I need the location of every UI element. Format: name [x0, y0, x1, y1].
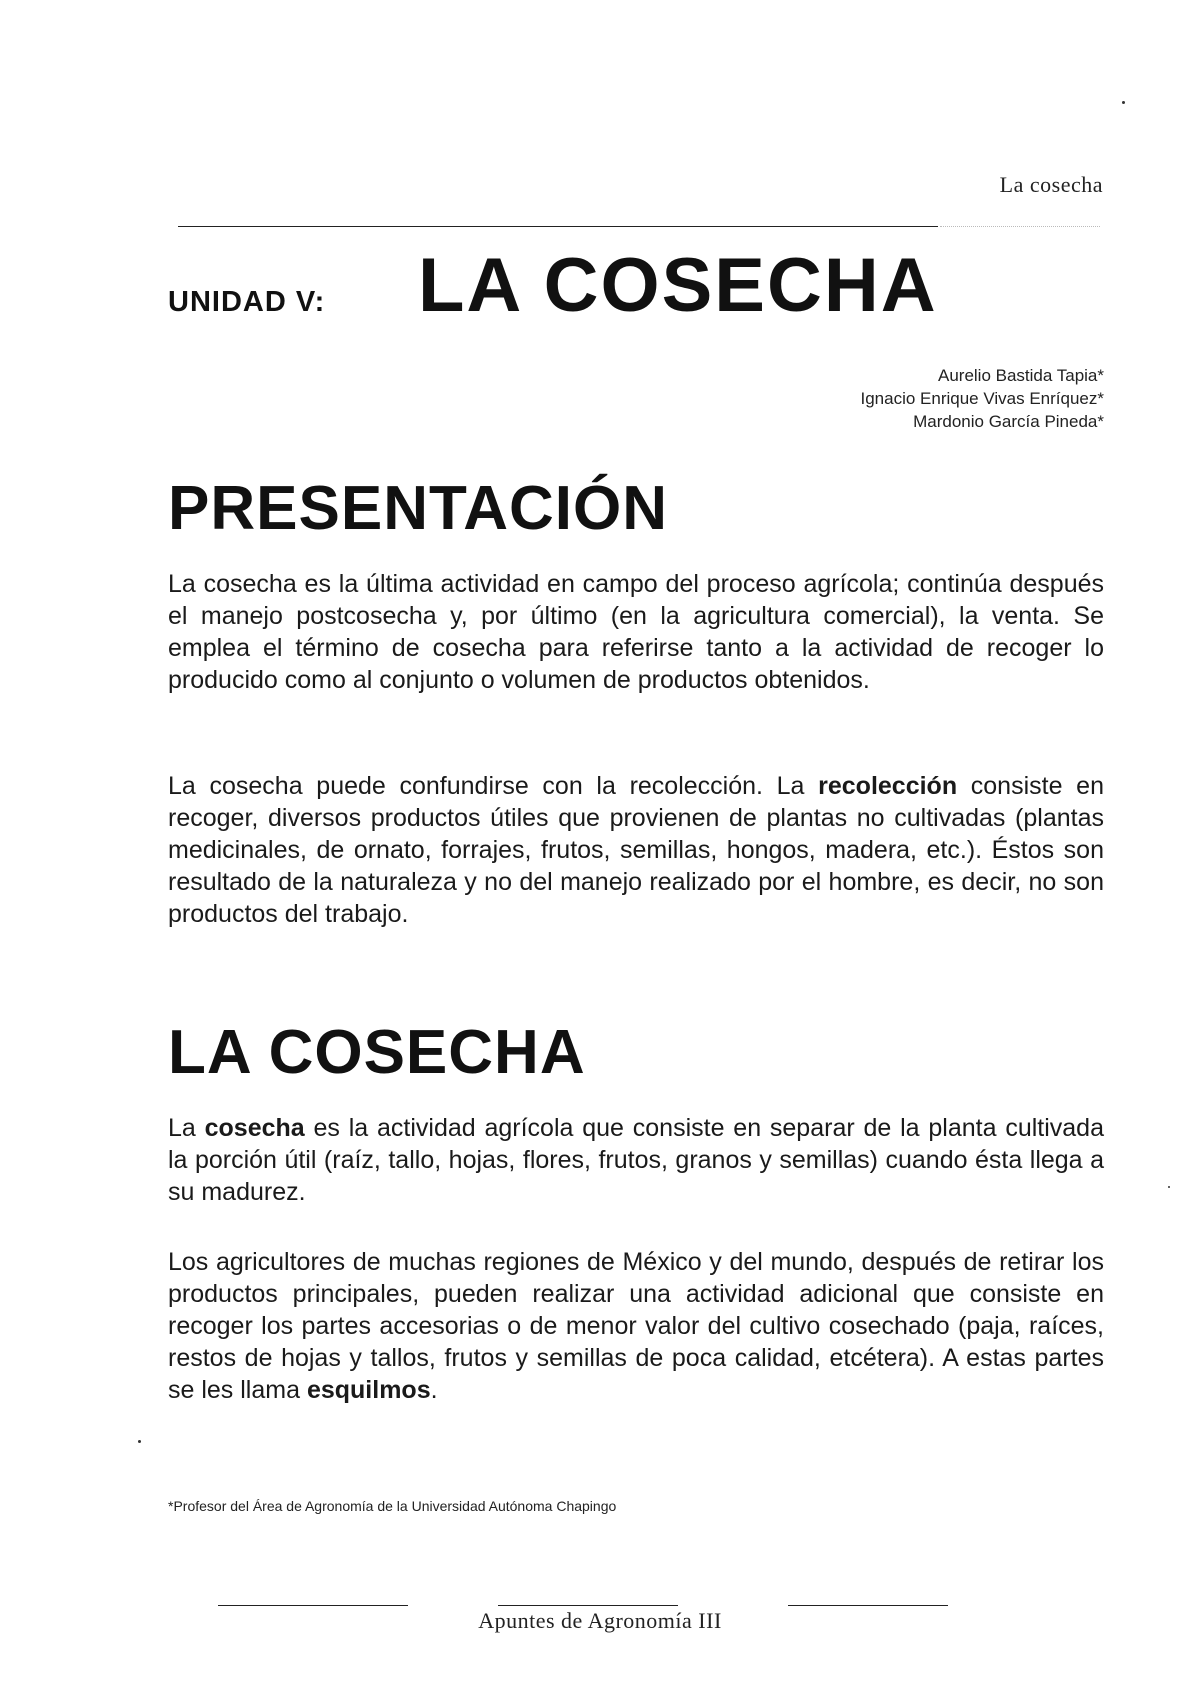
paragraph-presentacion-1: La cosecha es la última actividad en campo del proceso agrícola; continúa después el manejo postcosecha y, por último (en la agricultura comercial), la venta. Se emplea el término de cosecha para referirse tanto a la actividad de recoger lo producido como al conjunto o volumen de productos obtenidos. — [168, 570, 1104, 694]
footer-rule-center — [498, 1605, 678, 1606]
term-cosecha: cosecha — [204, 1114, 305, 1142]
footer-rule-left — [218, 1605, 408, 1606]
header-rule-faint — [940, 226, 1100, 227]
author-list — [860, 364, 1104, 433]
author-name: Mardonio García Pineda* — [913, 412, 1104, 431]
footer-book-title: Apuntes de Agronomía III — [478, 1608, 722, 1633]
author-name: Aurelio Bastida Tapia* — [937, 366, 1104, 385]
paragraph-cosecha-1 — [168, 1112, 1104, 1208]
author-name: Ignacio Enrique Vivas Enríquez* — [860, 389, 1104, 408]
unit-label: UNIDAD V: — [168, 286, 326, 318]
unit-title: LA COSECHA — [418, 243, 938, 328]
term-recoleccion: recolección — [818, 772, 958, 800]
paragraph-text: Los agricultores de muchas regiones de México y del mundo, después de retirar los productos principales, pueden realizar una actividad adicional que consiste en recoger los partes accesorias o de menor valor del cultivo cosechado (paja, raíces, restos de hojas y tallos, frutos y semillas de poca calidad, etcétera). A estas partes se les llama — [168, 1248, 1104, 1404]
term-esquilmos: esquilmos — [306, 1376, 431, 1404]
paragraph-presentacion-2 — [168, 770, 1104, 930]
footnote: *Profesor del Área de Agronomía de la Universidad Autónoma Chapingo — [168, 1498, 617, 1514]
paragraph-cosecha-2 — [168, 1246, 1104, 1406]
section-heading-presentacion: PRESENTACIÓN — [168, 474, 669, 543]
running-head-title: La cosecha — [999, 172, 1103, 197]
section-heading-cosecha: LA COSECHA — [168, 1018, 586, 1087]
unit-title-row — [168, 243, 1108, 338]
scan-speck — [138, 1440, 141, 1443]
paragraph-text: . — [430, 1376, 438, 1404]
paragraph-text: es la actividad agrícola que consiste en separar de la planta cultivada la porción útil (raíz, tallo, hojas, flores, frutos, granos y semillas) cuando ésta llega a su madurez. — [168, 1114, 1104, 1206]
header-rule — [178, 226, 938, 227]
paragraph-text: consiste en recoger, diversos productos útiles que provienen de plantas no cultivadas (plantas medicinales, de ornato, forrajes, frutos, semillas, hongos, madera, etc.). Éstos son resultado de la naturaleza y no del manejo realizado por el hombre, es decir, no son productos del trabajo. — [168, 772, 1104, 928]
footer-rule-right — [788, 1605, 948, 1606]
scan-speck — [1122, 101, 1125, 104]
paragraph-text: La — [168, 1114, 205, 1142]
scan-speck — [1168, 1186, 1170, 1188]
paragraph-text: La cosecha puede confundirse con la recolección. La — [168, 772, 819, 800]
